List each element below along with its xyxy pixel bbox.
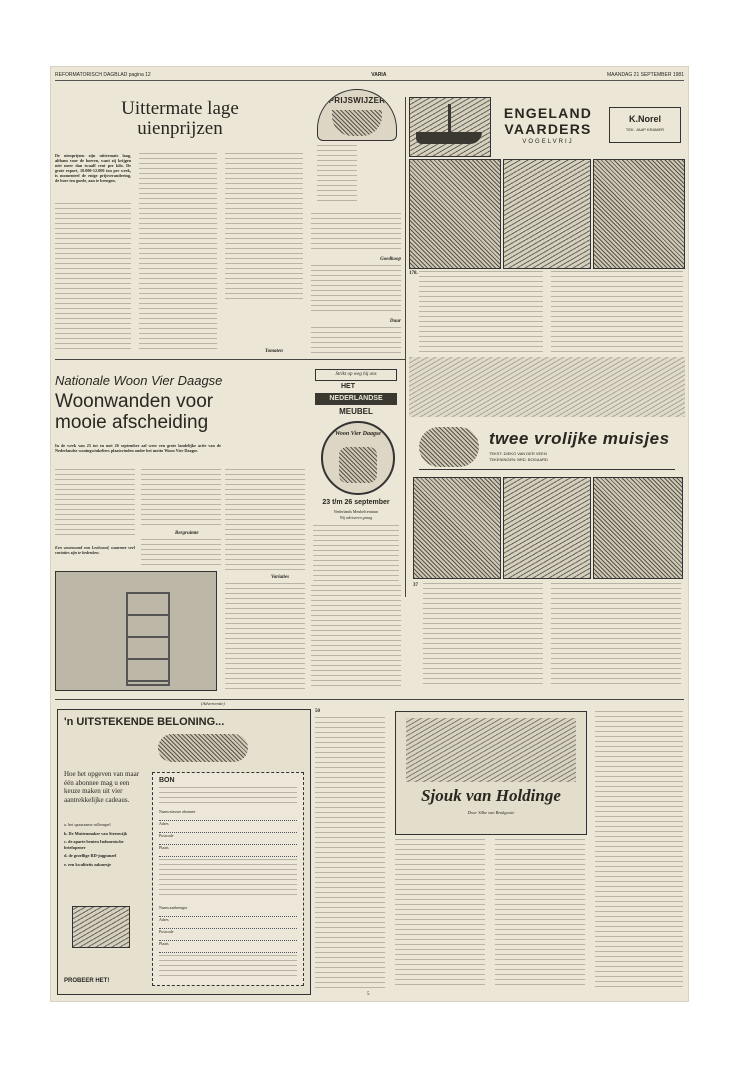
prijswijzer-text-left [317,145,357,205]
sjouk-col4 [595,711,683,989]
meubel-advert [311,365,401,583]
prijswijzer-text-right [311,213,401,253]
ship-mast-icon [448,104,451,134]
prijswijzer-duur-list [311,327,401,353]
woon-col2 [141,469,221,529]
coupon-field-label: Naam nieuwe abonnee [159,809,196,814]
coupon-choices [159,859,297,899]
comic-author-box [609,107,681,143]
uien-col1 [55,203,131,351]
prijswijzer-logo [317,89,397,141]
uien-col2 [139,153,217,351]
coupon-field[interactable] [159,821,297,833]
woon-col3b [225,583,305,689]
strip-title: twee vrolijke muisjes [489,429,670,448]
advert-nederlandse: NEDERLANDSE [315,393,397,405]
woon-caption: Een woonwand van Leolwood, waarmee veel variaties zijn te bedenken. [55,545,135,555]
advert-label: (Advertentie) [201,701,225,706]
strip-divider-pattern [409,357,685,417]
comic-panel-3 [593,159,685,269]
header-right: MAANDAG 21 SEPTEMBER 1981 [607,72,684,78]
comic-title-line2: VAARDERS [504,121,592,137]
strip-credits: TEKST: DIEKO VAN DER VEEN [489,451,547,456]
prijswijzer-subhead-duur: Duur [389,319,401,324]
coupon-fields-b [159,905,297,953]
pocketknife-icon [158,734,248,762]
book-cover-icon [72,906,130,948]
comic-panel-1 [409,159,501,269]
woon-title-line1: Woonwanden voor [55,391,214,412]
coupon-field-label: Postcode [159,929,174,934]
advert-item: d. de gezellige RD-jugpunzel [64,853,117,858]
advert-text [313,525,399,581]
comic-panel-ship [409,97,491,157]
strip-credits2: TEKENINGEN: BRD. BOGAARD [489,457,548,462]
comic-title-block [493,99,603,153]
strip-panel-1 [413,477,501,579]
page-number: 5 [367,992,370,997]
coupon-intro-text [159,787,297,805]
woon-col3 [225,469,305,571]
advert-badge [321,421,395,495]
advert-item: b. De Muttenmaker van Steenwijk [64,830,128,836]
coupon-field[interactable] [159,809,297,821]
engeland-vaarders-comic [409,97,685,355]
family-figures-icon [339,447,377,483]
mice-icon [419,427,479,467]
coupon-field-label: Plaats [159,941,169,946]
uien-article [55,85,305,355]
strip-header [419,423,675,470]
advert-footer: PROBEER HET! [64,978,110,984]
advert-dates-sub2: Wij adviseren graag [339,515,373,520]
woon-kicker: Nationale Woon Vier Daagse [55,373,223,388]
comic-episode-number: 178. [409,271,418,276]
advert-item: a. het spaarzame rollenspel [64,822,111,827]
advert-items [64,822,146,870]
advert-intro: Hoe het opgeven van maar één abonnee mag u een keuze maken uit vier aantrekkelijke cadeaus. [64,770,140,804]
uien-lead: De uienprijzen zijn uittermate laag, althans voor de boeren, want zij krijgen niet meer dan twaalf cent per kilo. De grote export, 10.000-12.000 ton per week, is momenteel de enige prijsverandering, de boer ten goede, aan te brengen. [55,153,131,183]
sjouk-subtitle: Door Silke van Brakgooie [467,810,515,815]
coupon-form[interactable] [152,772,304,986]
advert-dates-sub: Nederlands Meubelcentrum [333,509,379,514]
advert-dates: 23 t/m 26 september [322,499,390,506]
strip-episode: 37 [413,583,418,588]
coupon-field[interactable] [159,905,297,917]
woon-subhead-bergruimte: Bergruimte [175,531,199,536]
uien-title-line1: Uittermate lage [121,98,239,119]
section-divider-2 [55,699,684,700]
woon-article [55,363,403,693]
coupon-footer-text [159,955,297,979]
coupon-field[interactable] [159,845,297,857]
coupon-field[interactable] [159,941,297,953]
village-scene-icon [406,718,576,782]
uien-subhead-tomaten: Tomaten [265,349,283,354]
comic-author-sub: TEK. JAAP KRAMER [625,127,665,132]
advert-meubel: MEUBEL [339,407,373,416]
woon-subhead-variaties: Variaties [271,575,290,580]
coupon-field-label: Postcode [159,833,174,838]
shelf-unit-icon [126,592,170,686]
beloning-advert [57,709,311,995]
sjouk-article [315,709,685,993]
coupon-field[interactable] [159,929,297,941]
advert-item: c. de aparte beuten Indonesische briefopener [64,839,124,850]
newspaper-page [51,67,688,1001]
sjouk-col3 [495,839,585,989]
strip-panel-2 [503,477,591,579]
prijswijzer-goedkoop-list [311,265,401,315]
section-divider-1 [55,359,405,360]
sjouk-col1 [315,717,385,989]
uien-col3 [225,153,303,303]
comic-author: K.Norel [628,114,661,124]
advert-top-label: Strikt op weg bij ons [315,369,397,381]
coupon-field-label: Plaats [159,845,169,850]
muisjes-strip [409,357,685,695]
uien-title [55,99,305,139]
strip-verse-left [423,583,543,687]
page-header [55,70,684,81]
uien-title-line2: uienprijzen [137,118,223,139]
coupon-fields-a [159,809,297,857]
advert-badge-text: Woon Vier Daagse [335,431,381,437]
advert-headline: 'n UITSTEKENDE BELONING... [64,716,225,728]
header-center: VARIA [371,72,387,78]
prijswijzer-logo-text: PRIJSWIJZER [328,96,386,105]
comic-title-line1: ENGELAND [503,105,593,121]
woon-col2b [141,539,221,569]
sjouk-episode: 50 [315,709,320,714]
coupon-field[interactable] [159,833,297,845]
woon-title-line2: mooie afscheiding [55,412,209,433]
strip-panel-3 [593,477,683,579]
strip-verse-right [551,583,681,687]
woon-title [55,391,285,433]
comic-text-col1 [419,271,543,353]
prijswijzer-article [311,85,403,355]
woon-lead: In de week van 23 tot en met 26 september zal weer een grote landelijke actie van de Nederlandse woningwinkeliers plaatsvinden onder het motto Woon Vier Daagse. [55,443,221,453]
coupon-field-label: Naam aanbrenger [159,905,188,910]
woon-col4 [311,585,401,689]
coupon-field[interactable] [159,917,297,929]
sjouk-title: Sjouk van Holdinge [421,786,561,805]
comic-panel-2 [503,159,591,269]
coupon-field-label: Adres [159,917,169,922]
advert-het: HET [341,383,355,390]
coupon-title: BON [159,777,175,784]
coupon-field-label: Adres [159,821,169,826]
advert-item: e. een kwaliteits zakmesje [64,861,112,867]
vegetable-basket-icon [332,110,382,136]
woonwand-photo [55,571,217,691]
sjouk-col2 [395,839,485,989]
sjouk-illustration [395,711,587,835]
woon-col1 [55,469,135,539]
comic-text-col2 [551,271,683,353]
comic-subtitle: VOGELVRIJ [522,139,574,145]
column-divider [405,97,406,597]
header-left: REFORMATORISCH DAGBLAD pagina 12 [55,72,151,78]
prijswijzer-subhead-goedkoop: Goedkoop [380,257,401,262]
